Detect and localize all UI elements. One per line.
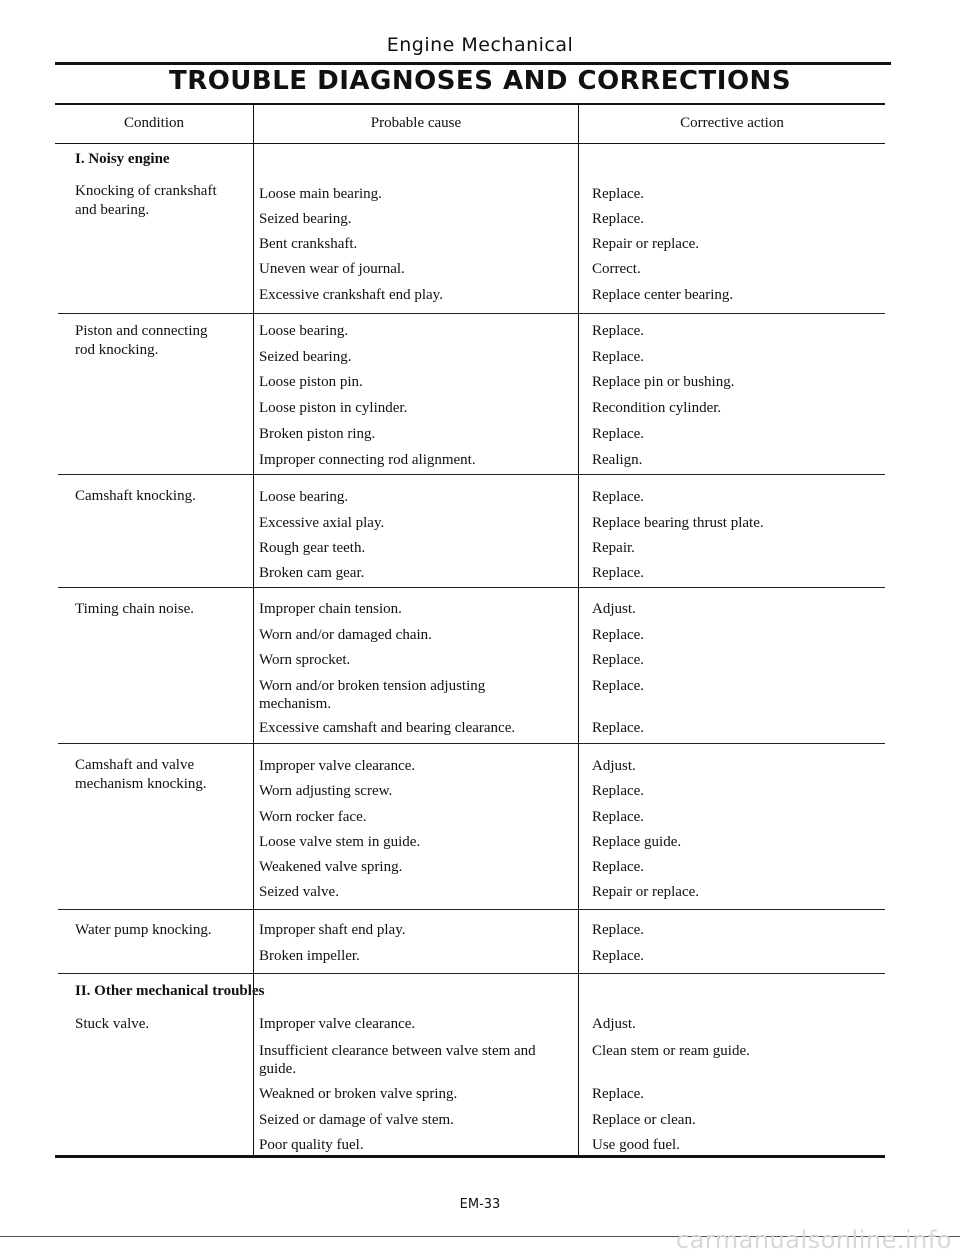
row-rule [58,474,885,475]
column-header-condition: Condition [123,115,184,131]
top-rule [55,62,891,65]
action-cell: Replace or clean. [592,1112,696,1128]
row-rule [58,587,885,588]
action-cell: Correct. [592,261,641,277]
row-rule [58,743,885,744]
action-cell: Replace. [592,720,645,736]
action-cell: Replace. [592,186,645,202]
condition-cell: Camshaft knocking. [75,488,196,504]
action-cell: Replace. [592,489,645,505]
row-rule [58,973,885,974]
cause-cell: Weakened valve spring. [259,859,403,875]
cause-cell: Improper valve clearance. [259,1016,416,1032]
action-cell: Replace. [592,349,645,365]
action-cell: Replace. [592,211,645,227]
condition-cell: Stuck valve. [75,1016,150,1032]
cause-cell: Improper chain tension. [259,601,402,617]
cause-cell: Bent crankshaft. [259,236,358,252]
heading-rule [55,103,885,105]
action-cell: Replace. [592,565,645,581]
group-heading-other-troubles: II. Other mechanical troubles [75,983,265,999]
action-cell: Replace. [592,922,645,938]
action-cell: Recondition cylinder. [592,400,722,416]
action-cell: Replace. [592,678,645,694]
cause-cell: Seized valve. [259,884,339,900]
action-cell: Replace. [592,1086,645,1102]
page-heading: TROUBLE DIAGNOSES AND CORRECTIONS [168,66,792,96]
action-cell: Replace. [592,809,645,825]
cause-cell: Excessive axial play. [259,515,385,531]
action-cell: Replace. [592,948,645,964]
cause-cell: Loose piston pin. [259,374,363,390]
cause-cell: Broken cam gear. [259,565,365,581]
action-cell: Replace. [592,783,645,799]
cause-cell: Worn adjusting screw. [259,783,393,799]
action-cell: Replace guide. [592,834,682,850]
action-cell: Repair or replace. [592,884,700,900]
cause-cell: Loose valve stem in guide. [259,834,421,850]
bottom-rule [55,1155,885,1158]
cause-cell: Worn sprocket. [259,652,351,668]
cause-cell: Seized or damage of valve stem. [259,1112,454,1128]
action-cell: Adjust. [592,1016,636,1032]
cause-cell: Worn and/or damaged chain. [259,627,432,643]
cause-cell: Loose piston in cylinder. [259,400,408,416]
action-cell: Replace bearing thrust plate. [592,515,764,531]
cause-cell: Weakned or broken valve spring. [259,1086,458,1102]
action-cell: Replace. [592,323,645,339]
cause-cell: Uneven wear of journal. [259,261,405,277]
column-header-rule [55,143,885,144]
action-cell: Replace. [592,859,645,875]
action-cell: Replace. [592,652,645,668]
condition-cell: Camshaft and valve mechanism knocking. [75,757,207,792]
action-cell: Replace. [592,627,645,643]
action-cell: Adjust. [592,601,636,617]
cause-cell: Worn and/or broken tension adjusting mechanism. [259,678,486,712]
condition-cell: Piston and connecting rod knocking. [75,323,208,358]
cause-cell: Improper valve clearance. [259,758,416,774]
condition-cell: Timing chain noise. [75,601,195,617]
section-title: Engine Mechanical [386,34,574,56]
row-rule [58,909,885,910]
page-number: EM-33 [459,1197,501,1212]
cause-cell: Broken piston ring. [259,426,376,442]
action-cell: Repair or replace. [592,236,700,252]
cause-cell: Improper shaft end play. [259,922,406,938]
cause-cell: Broken impeller. [259,948,360,964]
cause-cell: Seized bearing. [259,349,352,365]
column-divider-right [578,104,579,1157]
cause-cell: Loose bearing. [259,489,349,505]
cause-cell: Seized bearing. [259,211,352,227]
cause-cell: Poor quality fuel. [259,1137,364,1153]
action-cell: Use good fuel. [592,1137,680,1153]
column-header-action: Corrective action [680,115,784,131]
group-heading-noisy-engine: I. Noisy engine [75,151,170,167]
action-cell: Adjust. [592,758,636,774]
cause-cell: Rough gear teeth. [259,540,366,556]
cause-cell: Loose main bearing. [259,186,382,202]
watermark: carmanualsonline.info [675,1226,952,1254]
action-cell: Clean stem or ream guide. [592,1043,750,1059]
condition-cell: Knocking of crankshaft and bearing. [75,183,217,218]
cause-cell: Loose bearing. [259,323,349,339]
action-cell: Repair. [592,540,635,556]
cause-cell: Excessive crankshaft end play. [259,287,443,303]
action-cell: Replace center bearing. [592,287,734,303]
condition-cell: Water pump knocking. [75,922,212,938]
column-header-cause: Probable cause [370,115,462,131]
cause-cell: Worn rocker face. [259,809,367,825]
cause-cell: Excessive camshaft and bearing clearance. [259,720,516,736]
action-cell: Realign. [592,452,643,468]
action-cell: Replace. [592,426,645,442]
row-rule [58,313,885,314]
cause-cell: Improper connecting rod alignment. [259,452,476,468]
action-cell: Replace pin or bushing. [592,374,735,390]
cause-cell: Insufficient clearance between valve stem and guide. [259,1043,536,1077]
